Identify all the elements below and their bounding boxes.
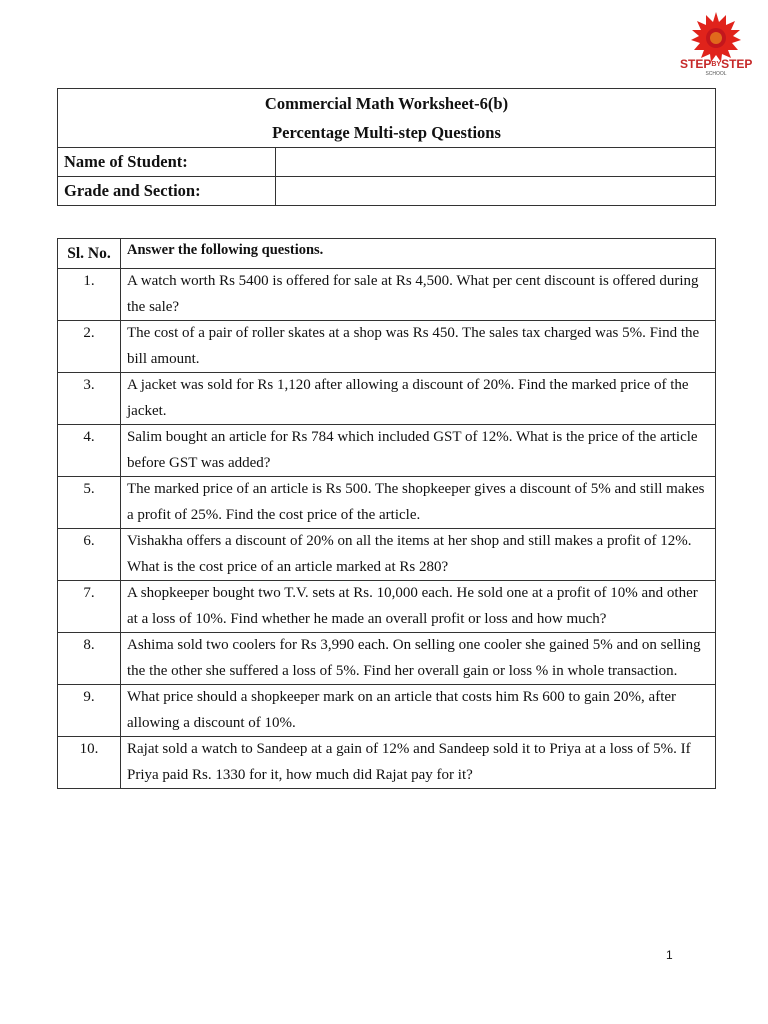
question-number: 1. [58,269,121,321]
questions-table [57,238,716,789]
logo-word-step-2: STEP [721,57,753,71]
question-text: The cost of a pair of roller skates at a shop was Rs 450. The sales tax charged was 5%. Find the bill amount. [121,321,716,373]
logo-subtext: SCHOOL [705,71,727,76]
table-row [58,581,716,633]
table-row [58,633,716,685]
svg-text:STEPBYSTEP [680,57,752,71]
question-text: The marked price of an article is Rs 500. The shopkeeper gives a discount of 5% and still makes a profit of 25%. Find the cost price of the article. [121,477,716,529]
question-number: 2. [58,321,121,373]
question-text: A jacket was sold for Rs 1,120 after allowing a discount of 20%. Find the marked price of the jacket. [121,373,716,425]
column-header-number: Sl. No. [58,239,121,269]
question-number: 10. [58,737,121,789]
table-row [58,737,716,789]
table-row [58,477,716,529]
logo-word-by: BY [711,61,722,68]
table-row [58,269,716,321]
table-row [58,529,716,581]
table-row [58,425,716,477]
name-field[interactable] [276,148,716,177]
logo-word-step: STEP [680,57,712,71]
question-text: A watch worth Rs 5400 is offered for sale at Rs 4,500. What per cent discount is offered during the sale? [121,269,716,321]
question-number: 4. [58,425,121,477]
question-text: Ashima sold two coolers for Rs 3,990 each. On selling one cooler she gained 5% and on selling the the other she suffered a loss of 5%. Find her overall gain or loss % in whole transaction. [121,633,716,685]
step-by-step-school-logo [676,10,756,76]
question-text: Vishakha offers a discount of 20% on all the items at her shop and still makes a profit of 12%. What is the cost price of an article marked at Rs 280? [121,529,716,581]
worksheet-subtitle: Percentage Multi-step Questions [272,123,501,142]
question-number: 7. [58,581,121,633]
question-text: A shopkeeper bought two T.V. sets at Rs. 10,000 each. He sold one at a profit of 10% and other at a loss of 10%. Find whether he made an overall profit or loss and how much? [121,581,716,633]
table-row [58,685,716,737]
question-number: 6. [58,529,121,581]
worksheet-header [57,88,716,206]
sun-icon [691,12,741,62]
table-row [58,373,716,425]
question-number: 8. [58,633,121,685]
table-row [58,321,716,373]
question-number: 5. [58,477,121,529]
question-number: 9. [58,685,121,737]
grade-label: Grade and Section: [58,177,276,206]
name-label: Name of Student: [58,148,276,177]
question-text: Salim bought an article for Rs 784 which included GST of 12%. What is the price of the article before GST was added? [121,425,716,477]
title-cell [58,89,716,148]
question-number: 3. [58,373,121,425]
column-header-instruction: Answer the following questions. [121,239,716,269]
page-number: 1 [666,948,673,962]
question-text: Rajat sold a watch to Sandeep at a gain of 12% and Sandeep sold it to Priya at a loss of 5%. If Priya paid Rs. 1330 for it, how much did Rajat pay for it? [121,737,716,789]
grade-field[interactable] [276,177,716,206]
worksheet-title: Commercial Math Worksheet-6(b) [264,94,509,113]
question-text: What price should a shopkeeper mark on an article that costs him Rs 600 to gain 20%, after allowing a discount of 10%. [121,685,716,737]
